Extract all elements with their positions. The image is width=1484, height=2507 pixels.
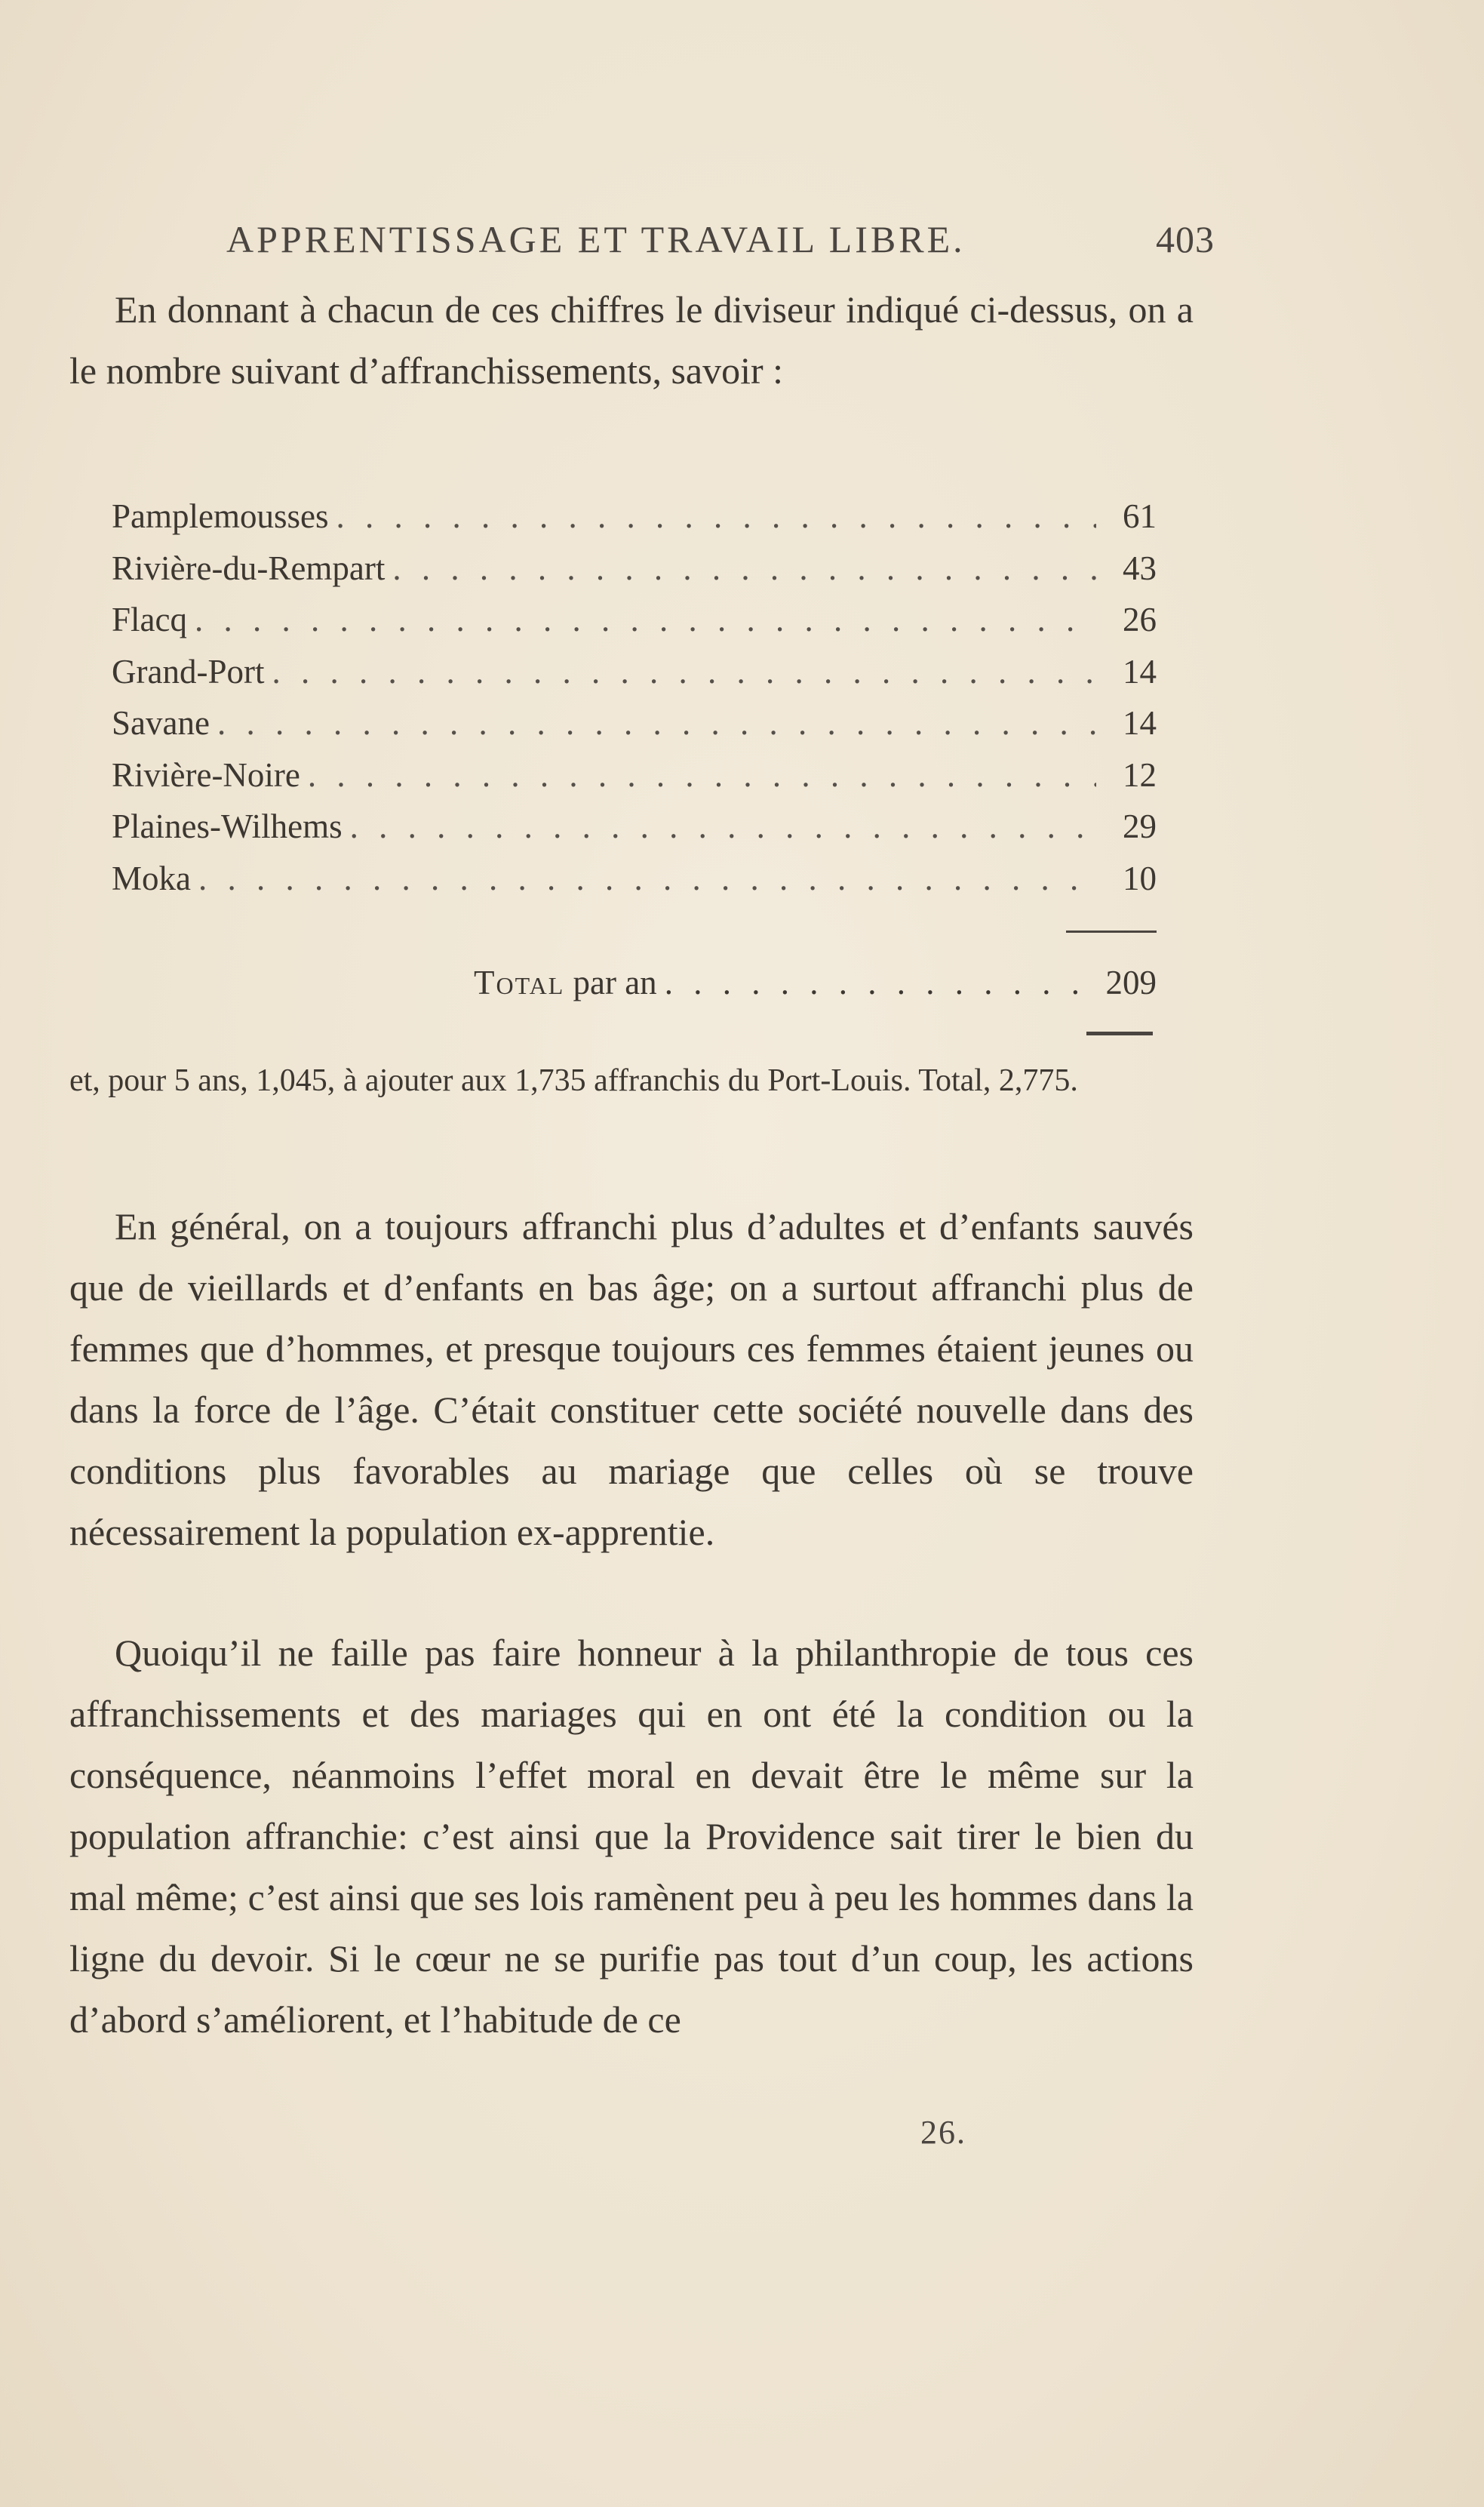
list-item	[112, 801, 1157, 853]
district-value: 14	[1123, 652, 1157, 691]
total-label	[474, 957, 657, 1008]
total-underline	[1086, 1032, 1153, 1035]
leader-dots	[272, 646, 1096, 698]
leader-dots	[350, 801, 1096, 853]
district-value: 43	[1123, 549, 1157, 587]
district-name: Rivière-Noire	[112, 755, 300, 794]
signature-folio: 26.	[920, 2114, 966, 2151]
leader-dots	[198, 853, 1096, 905]
district-value: 12	[1123, 755, 1157, 794]
total-value: 209	[1105, 964, 1157, 1001]
list-item	[112, 697, 1157, 749]
leader-dots	[665, 957, 1081, 1008]
intro-paragraph: En donnant à chacun de ces chiffres le diviseur indiqué ci-dessus, on a le nombre suivant d’affranchissements, savoir :	[69, 288, 1194, 392]
list-item	[112, 646, 1157, 698]
total-label-rest: par an	[573, 964, 657, 1001]
list-item	[112, 491, 1157, 543]
sum-rule	[1066, 931, 1157, 933]
page-number: 403	[1156, 218, 1215, 260]
leader-dots	[217, 697, 1096, 749]
district-value: 26	[1123, 601, 1157, 638]
running-title: APPRENTISSAGE ET TRAVAIL LIBRE.	[226, 218, 966, 260]
district-value: 14	[1123, 704, 1157, 742]
leader-dots	[195, 594, 1096, 646]
district-value: 10	[1123, 859, 1157, 897]
district-name: Pamplemousses	[112, 497, 329, 535]
district-list	[112, 491, 1157, 904]
list-item	[112, 853, 1157, 905]
total-row	[474, 957, 1157, 1008]
leader-dots	[336, 491, 1097, 543]
district-value: 29	[1123, 807, 1157, 845]
leader-dots	[392, 543, 1096, 595]
body-paragraph: En général, on a toujours affranchi plus d’adultes et d’enfants sauvés que de vieillards et d’enfants en bas âge; on a surtout affranchi plus de femmes que d’hommes, et presque toujours ces femmes étaient jeunes ou dans la force de l’âge. C’était constituer cette société nouvelle dans des conditions plus favorables au mariage que celles où se trouve nécessairement la population ex-apprentie.	[69, 1205, 1194, 1553]
total-label-smallcaps: Total	[474, 964, 565, 1001]
district-name: Flacq	[112, 601, 187, 638]
district-name: Plaines-Wilhems	[112, 807, 343, 845]
district-value: 61	[1123, 497, 1157, 535]
total-note: et, pour 5 ans, 1,045, à ajouter aux 1,735 affranchis du Port-Louis. Total, 2,775.	[69, 1063, 1078, 1098]
district-name: Savane	[112, 704, 210, 742]
leader-dots	[308, 749, 1096, 801]
district-name: Grand-Port	[112, 652, 265, 691]
list-item	[112, 543, 1157, 595]
list-item	[112, 749, 1157, 801]
list-item	[112, 594, 1157, 646]
district-name: Moka	[112, 859, 191, 897]
district-name: Rivière-du-Rempart	[112, 549, 386, 587]
body-paragraph: Quoiqu’il ne faille pas faire honneur à la philanthropie de tous ces affranchissements et des mariages qui en ont été la condition ou la conséquence, néanmoins l’effet moral en devait être le même sur la population affranchie: c’est ainsi que la Providence sait tirer le bien du mal même; c’est ainsi que ses lois ramènent peu à peu les hommes dans la ligne du devoir. Si le cœur ne se purifie pas tout d’un coup, les actions d’abord s’améliorent, et l’habitude de ce	[69, 1632, 1194, 2041]
